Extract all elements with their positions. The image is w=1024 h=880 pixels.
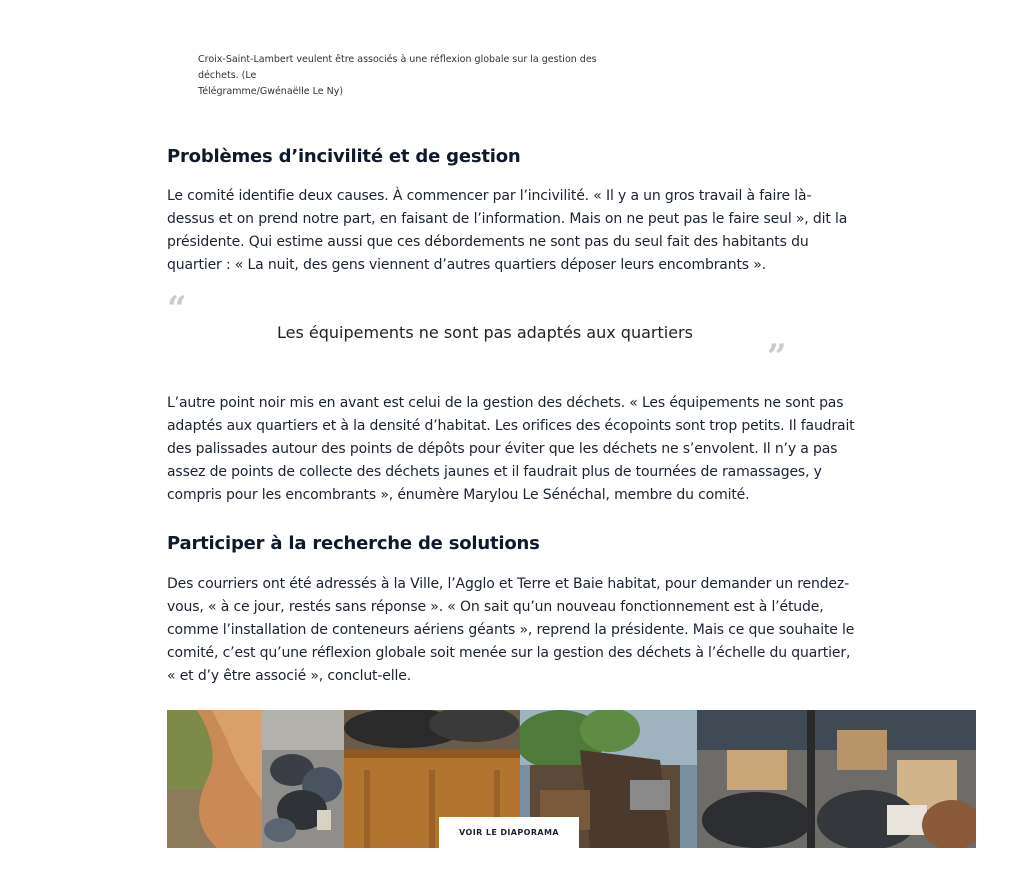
section-solutions bbox=[167, 532, 857, 556]
section-incivilite bbox=[167, 145, 857, 169]
gallery-photo-2-image bbox=[262, 710, 344, 848]
section-incivilite-body bbox=[167, 185, 857, 277]
paragraph-solutions: Des courriers ont été adressés à la Ville, l’Agglo et Terre et Baie habitat, pour demander un rendez-vous, « à ce jour, restés sans réponse ». « On sait qu’un nouveau fonctionnement est à l’étude, comme l’installation de conteneurs aériens géants », reprend la présidente. Mais ce que souhaite le comité, c’est qu’une réflexion globale soit menée sur la gestion des déchets à l’échelle du quartier, « et d’y être associé », conclut-elle. bbox=[167, 576, 855, 684]
gallery-photo-5[interactable] bbox=[697, 710, 976, 848]
quote-open-icon: “ bbox=[167, 289, 187, 329]
pull-quote-text: Les équipements ne sont pas adaptés aux quartiers bbox=[277, 323, 693, 342]
pull-quote bbox=[167, 289, 797, 377]
photo-caption-line2: Télégramme/Gwénaëlle Le Ny) bbox=[198, 86, 344, 97]
photo-caption-line1: Croix-Saint-Lambert veulent être associés à une réflexion globale sur la gestion des déchets. (Le bbox=[198, 54, 597, 81]
section-solutions-body bbox=[167, 573, 857, 688]
gallery-photo-1-image bbox=[167, 710, 262, 848]
paragraph-causes: Le comité identifie deux causes. À commencer par l’incivilité. « Il y a un gros travail à faire là-dessus et on prend notre part, en faisant de l’information. Mais on ne peut pas le faire seul », dit la présidente. Qui estime aussi que ces débordements ne sont pas du seul fait des habitants du quartier : « La nuit, des gens viennent d’autres quartiers déposer leurs encombrants ». bbox=[167, 188, 848, 273]
photo-gallery[interactable] bbox=[167, 710, 976, 848]
gallery-photo-1[interactable] bbox=[167, 710, 262, 848]
section-heading-solutions: Participer à la recherche de solutions bbox=[167, 533, 540, 554]
gallery-photo-5-image bbox=[697, 710, 976, 848]
photo-caption bbox=[198, 52, 628, 100]
section-gestion-body bbox=[167, 392, 857, 507]
section-heading-incivilite: Problèmes d’incivilité et de gestion bbox=[167, 146, 521, 167]
view-slideshow-button[interactable]: VOIR LE DIAPORAMA bbox=[439, 817, 579, 848]
gallery-photo-2[interactable] bbox=[262, 710, 344, 848]
quote-close-icon: ” bbox=[767, 337, 787, 377]
paragraph-gestion: L’autre point noir mis en avant est celui de la gestion des déchets. « Les équipements ne sont pas adaptés aux quartiers et à la densité d’habitat. Les orifices des écopoints sont trop petits. Il faudrait des palissades autour des points de dépôts pour éviter que les déchets ne s’envolent. Il n’y a pas assez de points de collecte des déchets jaunes et il faudrait plus de tournées de ramassages, y compris pour les encombrants », énumère Marylou Le Sénéchal, membre du comité. bbox=[167, 395, 855, 503]
